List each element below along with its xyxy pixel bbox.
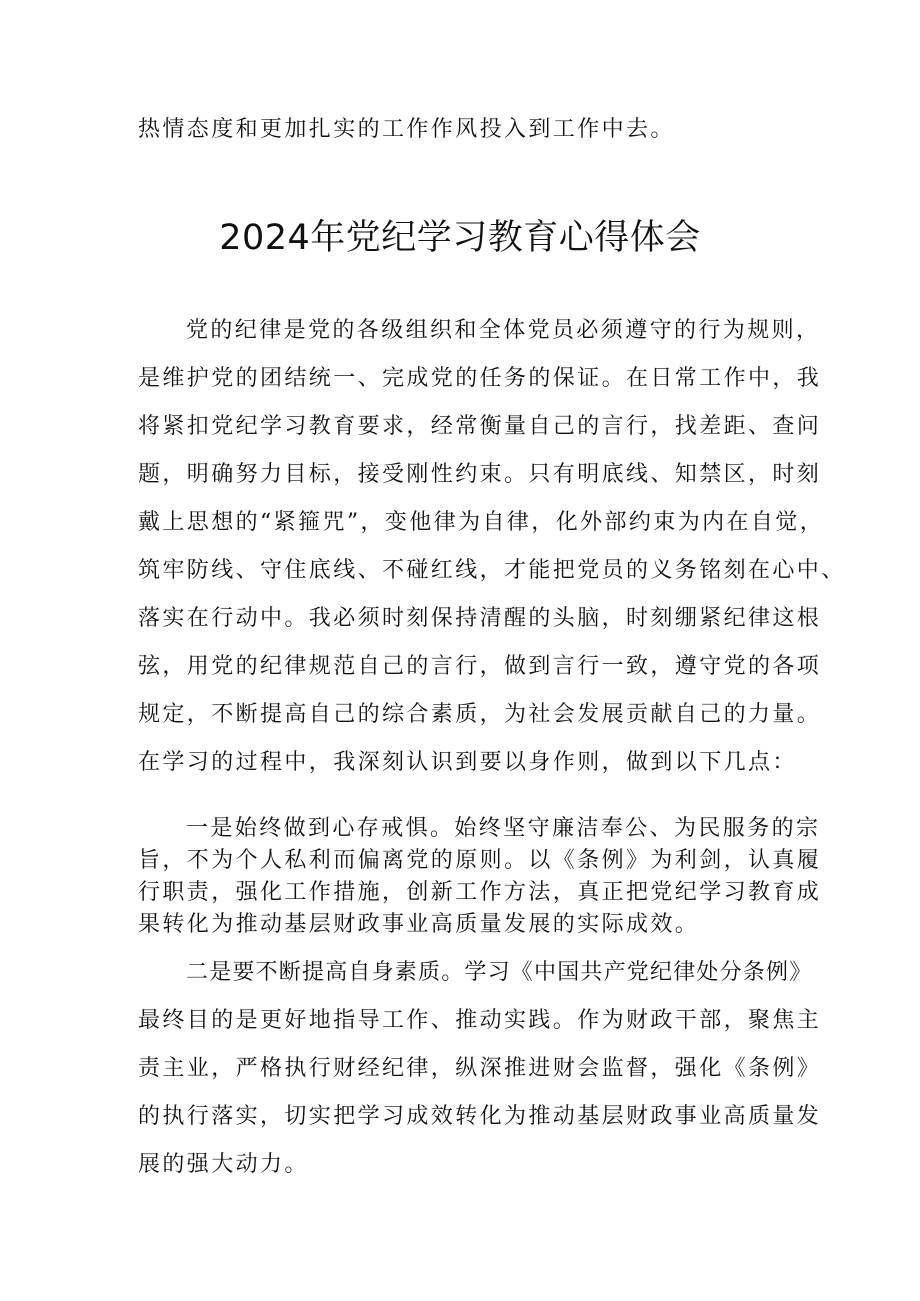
- paragraph-2-line: 旨，不为个人私利而偏离党的原则。以《条例》为利剑，认真履: [138, 848, 822, 873]
- paragraph-1-line: 规定，不断提高自己的综合素质，为社会发展贡献自己的力量。: [138, 702, 822, 727]
- paragraph-1-line: 将紧扣党纪学习教育要求，经常衡量自己的言行，找差距、查问: [138, 414, 822, 439]
- paragraph-1-line: 在学习的过程中，我深刻认识到要以身作则，做到以下几点：: [138, 750, 797, 775]
- paragraph-3-line: 展的强大动力。: [138, 1152, 309, 1177]
- paragraph-1-line: 落实在行动中。我必须时刻保持清醒的头脑，时刻绷紧纪律这根: [138, 606, 822, 631]
- paragraph-1-line: 题，明确努力目标，接受刚性约束。只有明底线、知禁区，时刻: [138, 462, 822, 487]
- paragraph-3-line: 二是要不断提高自身素质。学习《中国共产党纪律处分条例》: [186, 960, 813, 985]
- paragraph-1-line: 筑牢防线、守住底线、不碰红线，才能把党员的义务铭刻在心中、: [138, 558, 846, 583]
- paragraph-3-line: 的执行落实，切实把学习成效转化为推动基层财政事业高质量发: [138, 1104, 822, 1129]
- paragraph-2-line: 一是始终做到心存戒惧。始终坚守廉洁奉公、为民服务的宗: [186, 816, 821, 841]
- paragraph-1-line: 戴上思想的“紧箍咒”，变他律为自律，化外部约束为内在自觉，: [138, 510, 825, 535]
- paragraph-1-line: 弦，用党的纪律规范自己的言行，做到言行一致，遵守党的各项: [138, 654, 822, 679]
- paragraph-2-line: 果转化为推动基层财政事业高质量发展的实际成效。: [138, 912, 700, 937]
- paragraph-1-line: 是维护党的团结统一、完成党的任务的保证。在日常工作中，我: [138, 366, 822, 391]
- paragraph-3-line: 责主业，严格执行财经纪律，纵深推进财会监督，强化《条例》: [138, 1056, 822, 1081]
- paragraph-2-line: 行职责，强化工作措施，创新工作方法，真正把党纪学习教育成: [138, 880, 822, 905]
- carryover-text-line: 热情态度和更加扎实的工作作风投入到工作中去。: [138, 117, 675, 142]
- paragraph-1-line: 党的纪律是党的各级组织和全体党员必须遵守的行为规则，: [186, 318, 821, 343]
- paragraph-3-line: 最终目的是更好地指导工作、推动实践。作为财政干部，聚焦主: [138, 1008, 822, 1033]
- document-title: 2024年党纪学习教育心得体会: [219, 218, 701, 258]
